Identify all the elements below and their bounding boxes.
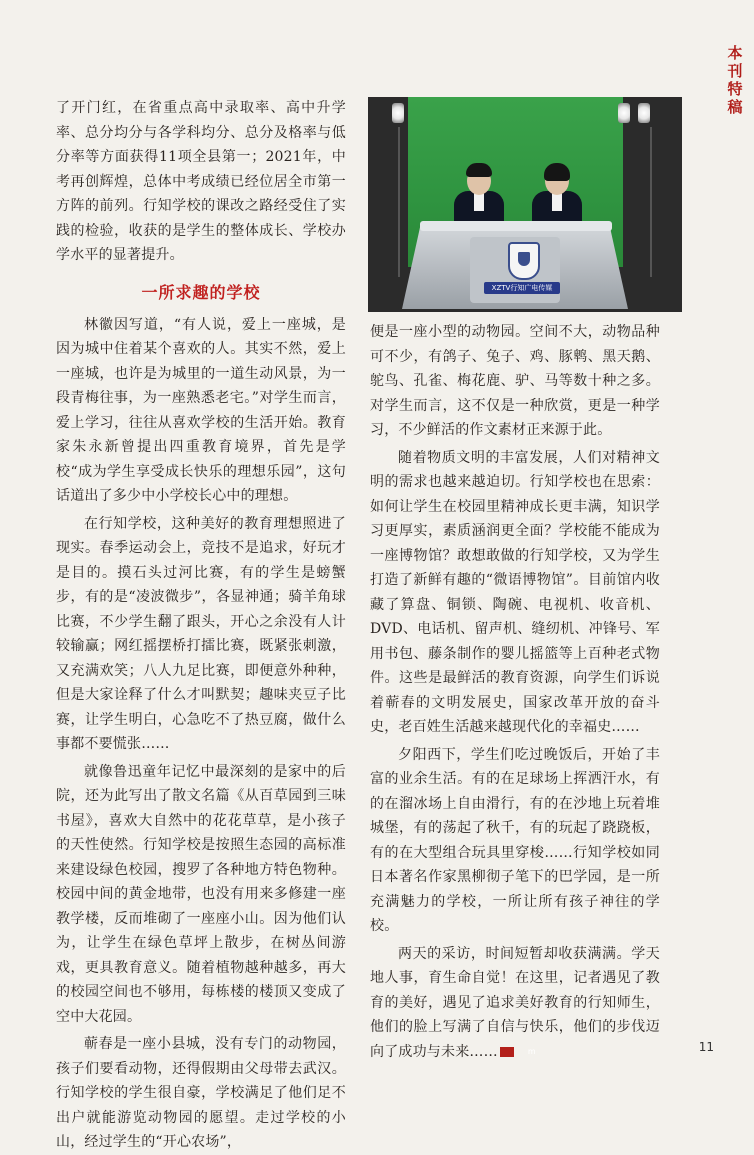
- paragraph: 了开门红，在省重点高中录取率、高中升学率、总分均分与各学科均分、总分及格率与低分率等方面获得11项全县第一；2021年，中考再创辉煌，总体中考成绩已经位居全市第一方阵的前列。行知学校的课改之路经受住了实践的检验，收获的是学生的整体成长、学校办学水平的显著提升。: [56, 100, 346, 263]
- section-heading: 一所求趣的学校: [141, 282, 261, 302]
- paragraph: 在行知学校，这种美好的教育理想照进了现实。春季运动会上，竞技不是追求，好玩才是目的。摸石头过河比赛，有的学生是螃蟹步，有的是“凌波微步”，各显神通；骑羊角球比赛，不少学生翻了跟头，开心之余没有人计较输赢；网红摇摆桥打擂比赛，既紧张刺激，又充满欢笑；八人九足比赛，即便意外种种，但是大家诠释了什么才叫默契；趣味夹豆子比赛，让学生明白，心急吃不了热豆腐，做什么事都不要慌张……: [56, 515, 346, 752]
- studio-light-icon: [618, 103, 630, 123]
- paragraph: 便是一座小型的动物园。空间不大，动物品种可不少，有鸽子、兔子、鸡、豚鹎、黑天鹅、鸵鸟、孔雀、梅花鹿、驴、马等数十种之多。对学生而言，这不仅是一种欣赏，更是一种学习，不少鲜活的作文素材正来源于此。: [370, 324, 660, 438]
- paragraph: 就像鲁迅童年记忆中最深刻的是家中的后院，还为此写出了散文名篇《从百草园到三味书屋》，喜欢大自然中的花花草草，是小孩子的天性使然。行知学校是按照生态园的高标准来建设绿色校园，搜罗了各种地方特色物种。校园中间的黄金地带，也没有用来多修建一座教学楼，反而堆砌了一座座小山。因为他们认为，让学生在绿色草坪上散步，在树丛间游戏，更具教育意义。随着植物越种越多，再大的校园空间也不够用，每栋楼的楼顶又变成了空中大花园。: [56, 763, 346, 1025]
- paragraph: 夕阳西下，学生们吃过晚饭后，开始了丰富的业余生活。有的在足球场上挥洒汗水，有的在溜冰场上自由滑行，有的在沙地上玩着堆城堡，有的荡起了秋千，有的玩起了跷跷板，有的在大型组合玩具里穿梭……行知学校如同日本著名作家黑柳彻子笔下的巴学园，是一所充满魅力的学校，一所让所有孩子神往的学校。: [370, 746, 660, 934]
- paragraph-final: [370, 942, 660, 1065]
- left-column: [56, 96, 346, 1155]
- end-mark-icon: m: [500, 1047, 514, 1057]
- studio-light-icon: [392, 103, 404, 123]
- paragraph: 林徽因写道，“有人说，爱上一座城，是因为城中住着某个喜欢的人。其实不然，爱上一座城，也许是为城里的一道生动风景，为一段青梅往事，为一座熟悉老宅。”对学生而言，爱上学习，往往从喜欢学校的生活开始。教育家朱永新曾提出四重教育境界，首先是学校“成为学生享受成长快乐的理想乐园”，这句话道出了多少中小学校长心中的理想。: [56, 316, 346, 504]
- paragraph: 蕲春是一座小县城，没有专门的动物园，孩子们要看动物，还得假期由父母带去武汉。行知学校的学生很自豪，学校满足了他们足不出户就能游览动物园的愿望。走过学校的小山，经过学生的“开心农场”，: [56, 1036, 346, 1150]
- paragraph: 随着物质文明的丰富发展，人们对精神文明的需求也越来越迫切。行知学校也在思索：如何让学生在校园里精神成长更丰满，知识学习更厚实，素质涵润更全面？学校能不能成为一座博物馆？敢想敢做的行知学校，又为学生打造了新鲜有趣的“微语博物馆”。目前馆内收藏了算盘、铜锁、陶碗、电视机、收音机、DVD、电话机、留声机、缝纫机、冲锋号、军用书包、藤条制作的婴儿摇篮等上百种老式物件。这些是最鲜活的教育资源，向学生们诉说着蕲春的文明发展史，国家改革开放的奋斗史，老百姓生活越来越现代化的幸福史……: [370, 449, 660, 735]
- section-tag: [726, 44, 744, 116]
- paragraph-text: 两天的采访，时间短暂却收获满满。学天地人事，育生命自觉！在这里，记者遇见了教育的美好，遇见了追求美好教育的行知师生，他们的脸上写满了自信与快乐，他们的步伐迈向了成功与未来……: [370, 945, 660, 1060]
- news-studio-photo: [368, 97, 682, 312]
- studio-light-icon: [638, 103, 650, 123]
- right-column: [370, 320, 660, 1064]
- page-number: 11: [698, 1040, 714, 1054]
- tv-station-plate: XZTV行知广电传媒: [484, 282, 560, 294]
- section-tag-text: 本刊特稿: [727, 44, 743, 116]
- school-emblem-icon: [508, 242, 540, 280]
